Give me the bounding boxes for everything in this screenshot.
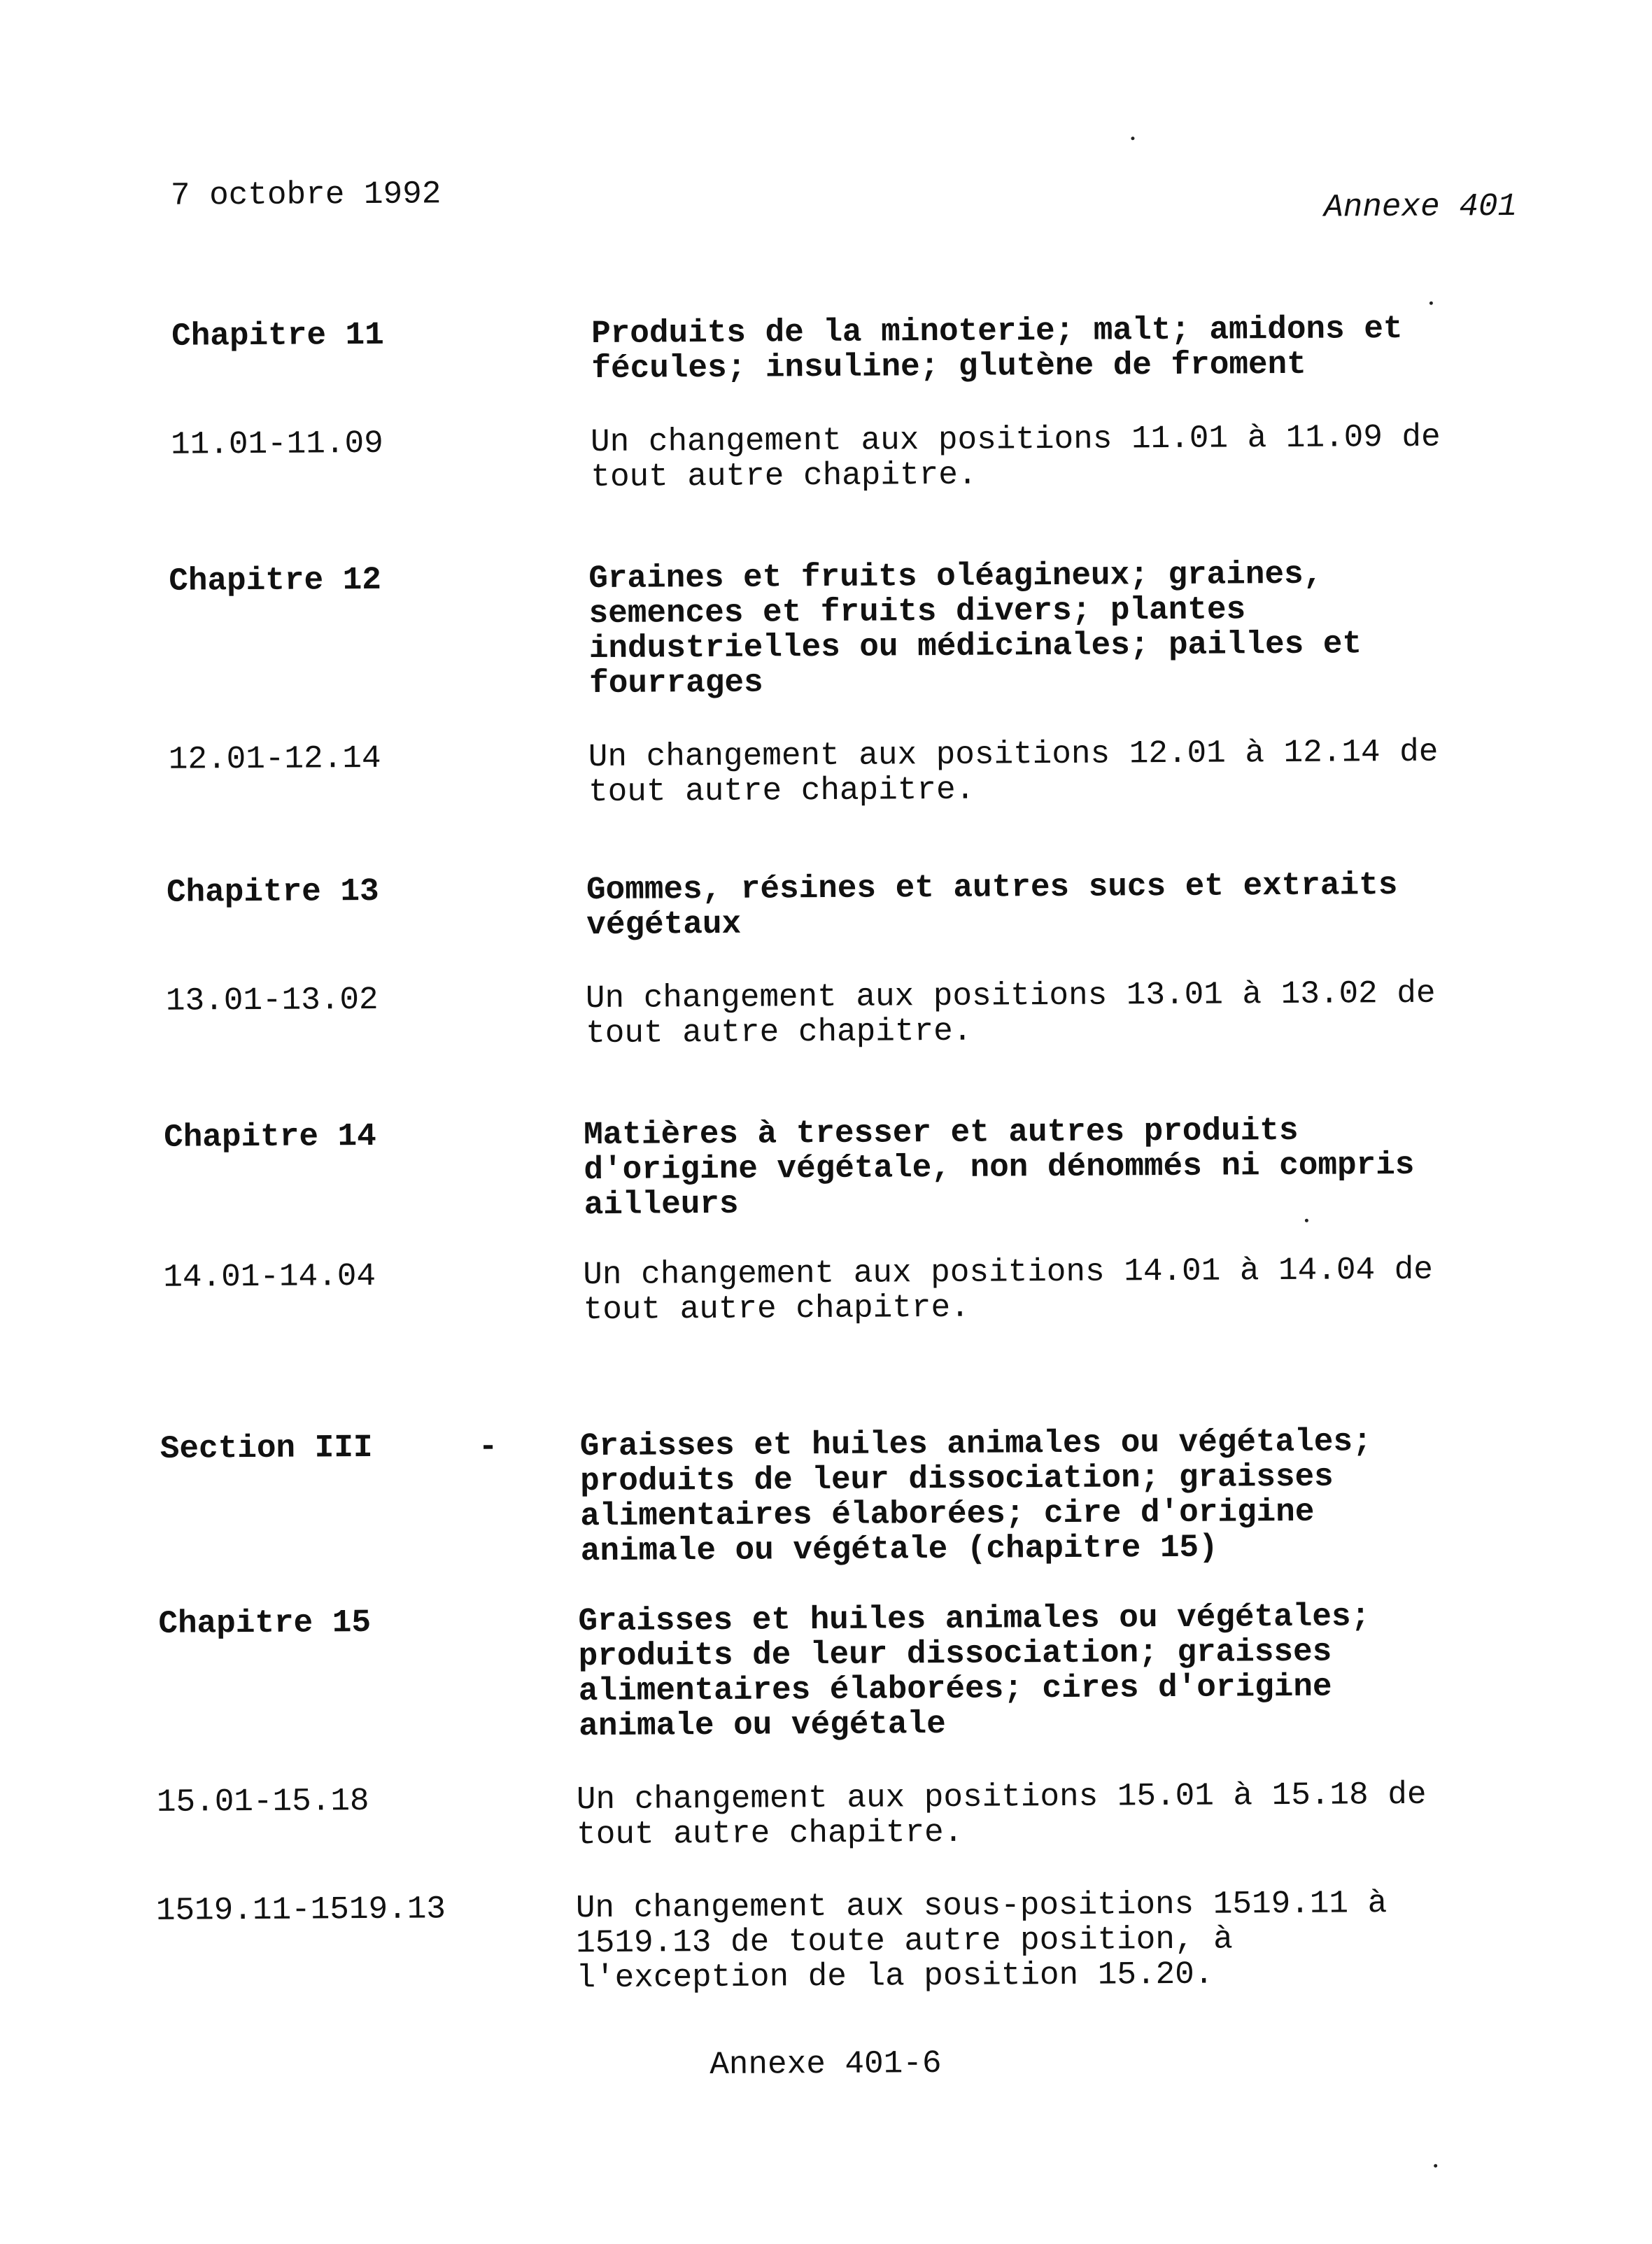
entry-description: Graines et fruits oléagineux; graines, semences et fruits divers; plantes industrielles ou médicinales; pailles et fourrages [588,556,1362,703]
entry-code: 15.01-15.18 [156,1783,369,1821]
entry-description: Produits de la minoterie; malt; amidons et fécules; insuline; glutène de froment [591,310,1403,388]
header-date: 7 octobre 1992 [170,176,442,214]
entry-description: Un changement aux positions 15.01 à 15.18 de tout autre chapitre. [576,1776,1427,1854]
scan-speck [1434,2164,1437,2168]
entry-chapitre-15 [158,1598,1523,1745]
entry-code: 1519.11-1519.13 [155,1891,446,1929]
entry-chapitre-14 [163,1112,1528,1224]
entry-code: Chapitre 11 [171,316,384,355]
entry-description: Gommes, résines et autres sucs et extraits végétaux [586,867,1398,944]
section-dash: - [478,1428,498,1466]
entry-code: Chapitre 14 [163,1117,376,1156]
entry-description: Un changement aux positions 11.01 à 11.09 de tout autre chapitre. [590,418,1441,496]
entry-description: Un changement aux positions 12.01 à 12.14 de tout autre chapitre. [588,733,1439,811]
entry-chapitre-12 [169,556,1533,703]
entry-code: Chapitre 15 [158,1604,372,1642]
entry-code: Chapitre 12 [169,561,382,600]
entry-12-01-12-14 [168,733,1533,811]
entry-code: 13.01-13.02 [165,981,379,1019]
entry-description: Graisses et huiles animales ou végétales; produits de leur dissociation; graisses alimentaires élaborées; cires d'origine animale ou végétale [578,1598,1371,1745]
entry-chapitre-11 [171,310,1536,388]
entry-description: Matières à tresser et autres produits d'origine végétale, non dénommés ni compris ailleurs [583,1112,1415,1224]
entry-code: Chapitre 13 [166,873,379,911]
entry-code: 11.01-11.09 [170,425,383,463]
entry-11-01-11-09 [170,418,1535,496]
entry-code: 12.01-12.14 [168,740,381,778]
entry-description: Un changement aux positions 14.01 à 14.04 de tout autre chapitre. [583,1251,1434,1329]
entry-14-01-14-04 [163,1251,1527,1329]
entry-13-01-13-02 [165,975,1530,1052]
scan-speck [1429,302,1433,305]
entry-1519-11-1519-13 [155,1885,1520,1997]
entry-description: Un changement aux positions 13.01 à 13.02 de tout autre chapitre. [585,975,1436,1052]
entry-description: Un changement aux sous-positions 1519.11 à 1519.13 de toute autre position, à l'exception de la position 15.20. [575,1885,1388,1997]
header-annex-label: Annexe 401 [1323,188,1518,226]
page-footer-label: Annexe 401-6 [709,2045,942,2084]
entry-description: Graisses et huiles animales ou végétales; produits de leur dissociation; graisses alimentaires élaborées; cire d'origine animale ou végétale (chapitre 15) [579,1423,1372,1570]
entry-15-01-15-18 [156,1776,1521,1854]
entry-chapitre-13 [166,867,1531,944]
entry-code: 14.01-14.04 [163,1257,376,1296]
scan-speck [1131,136,1134,140]
entry-section-iii [160,1423,1525,1570]
scan-speck [1305,1219,1308,1222]
entry-code: Section III [160,1429,373,1467]
